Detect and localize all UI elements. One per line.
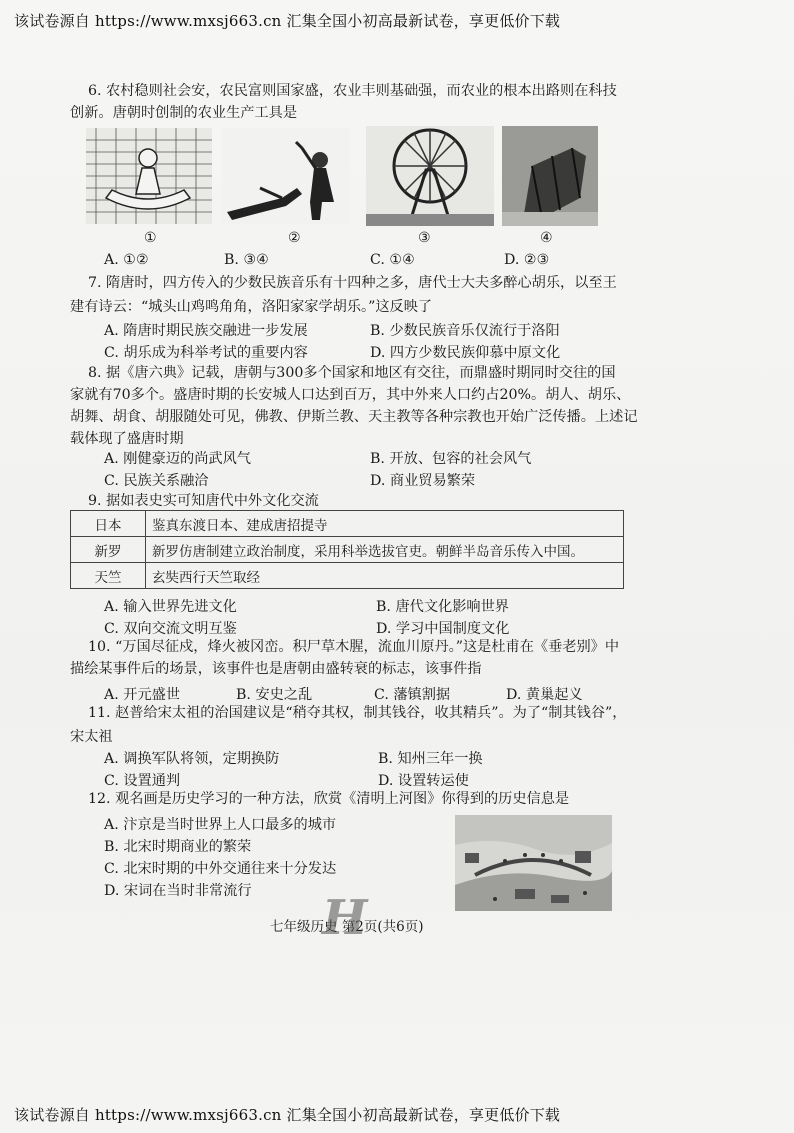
source-banner-bottom: 该试卷源自 https://www.mxsj663.cn 汇集全国小初高最新试卷，享更低价下载 bbox=[14, 1106, 561, 1124]
tool-image-1 bbox=[86, 128, 212, 224]
table-cell: 鉴真东渡日本、建成唐招提寺 bbox=[146, 511, 624, 537]
q10-option-b: B. 安史之乱 bbox=[236, 687, 313, 703]
watermark-letter: H bbox=[322, 890, 368, 946]
page-footer: 七年级历史 第2页(共6页) bbox=[270, 919, 424, 935]
q10-option-a: A. 开元盛世 bbox=[104, 687, 181, 703]
q12-line1: 12. 观名画是历史学习的一种方法，欣赏《清明上河图》你得到的历史信息是 bbox=[88, 791, 570, 807]
q12-option-c: C. 北宋时期的中外交通往来十分发达 bbox=[104, 861, 337, 877]
q7-option-d: D. 四方少数民族仰慕中原文化 bbox=[370, 345, 561, 361]
table-cell: 天竺 bbox=[71, 563, 146, 589]
painting-image bbox=[455, 815, 612, 911]
caption-4: ④ bbox=[540, 230, 553, 246]
q9-option-a: A. 输入世界先进文化 bbox=[104, 599, 237, 615]
q11-option-a: A. 调换军队将领，定期换防 bbox=[104, 751, 280, 767]
q8-line2: 家就有70多个。盛唐时期的长安城人口达到百万，其中外来人口约占20%。胡人、胡乐、 bbox=[70, 387, 631, 403]
q8-option-d: D. 商业贸易繁荣 bbox=[370, 473, 476, 489]
q6-line2: 创新。唐朝时创制的农业生产工具是 bbox=[70, 105, 298, 121]
exchange-table bbox=[70, 510, 624, 589]
q9-option-d: D. 学习中国制度文化 bbox=[376, 621, 510, 637]
q8-option-b: B. 开放、包容的社会风气 bbox=[370, 451, 532, 467]
table-cell: 新罗仿唐制建立政治制度，采用科举选拔官吏。朝鲜半岛音乐传入中国。 bbox=[146, 537, 624, 563]
q7-line2: 建有诗云：“城头山鸡鸣角角，洛阳家家学胡乐。”这反映了 bbox=[70, 299, 433, 315]
caption-1: ① bbox=[144, 230, 157, 246]
table-cell: 新罗 bbox=[71, 537, 146, 563]
table-cell: 日本 bbox=[71, 511, 146, 537]
q11-option-c: C. 设置通判 bbox=[104, 773, 181, 789]
table-row bbox=[71, 537, 624, 563]
q11-option-b: B. 知州三年一换 bbox=[378, 751, 483, 767]
q9-option-b: B. 唐代文化影响世界 bbox=[376, 599, 509, 615]
q6-line1: 6. 农村稳则社会安，农民富则国家盛，农业丰则基础强，而农业的根本出路则在科技 bbox=[88, 83, 617, 99]
q10-line1: 10. “万国尽征戍，烽火被冈峦。积尸草木腥，流血川原丹。”这是杜甫在《垂老别》中 bbox=[88, 639, 620, 655]
source-banner-top: 该试卷源自 https://www.mxsj663.cn 汇集全国小初高最新试卷，享更低价下载 bbox=[14, 12, 561, 30]
q8-line3: 胡舞、胡食、胡服随处可见，佛教、伊斯兰教、天主教等各种宗教也开始广泛传播。上述记 bbox=[70, 409, 638, 425]
q7-line1: 7. 隋唐时，四方传入的少数民族音乐有十四种之多，唐代士大夫多醉心胡乐，以至王 bbox=[88, 275, 617, 291]
q10-line2: 描绘某事件后的场景，该事件也是唐朝由盛转衰的标志，该事件指 bbox=[70, 661, 482, 677]
q7-option-c: C. 胡乐成为科举考试的重要内容 bbox=[104, 345, 308, 361]
q12-option-a: A. 汴京是当时世界上人口最多的城市 bbox=[104, 817, 337, 833]
caption-3: ③ bbox=[418, 230, 431, 246]
caption-2: ② bbox=[288, 230, 301, 246]
q8-line1: 8. 据《唐六典》记载，唐朝与300多个国家和地区有交往，而鼎盛时期同时交往的国 bbox=[88, 365, 616, 381]
q11-line2: 宋太祖 bbox=[70, 729, 113, 745]
q12-option-d: D. 宋词在当时非常流行 bbox=[104, 883, 252, 899]
q12-option-b: B. 北宋时期商业的繁荣 bbox=[104, 839, 252, 855]
q7-option-b: B. 少数民族音乐仅流行于洛阳 bbox=[370, 323, 560, 339]
q9-line1: 9. 据如表史实可知唐代中外文化交流 bbox=[88, 493, 319, 509]
q9-option-c: C. 双向交流文明互鉴 bbox=[104, 621, 237, 637]
table-row bbox=[71, 511, 624, 537]
q11-option-d: D. 设置转运使 bbox=[378, 773, 469, 789]
table-cell: 玄奘西行天竺取经 bbox=[146, 563, 624, 589]
q10-option-d: D. 黄巢起义 bbox=[506, 687, 583, 703]
tool-image-4 bbox=[502, 126, 598, 226]
tool-image-2 bbox=[222, 128, 350, 224]
q6-option-b: B. ③④ bbox=[224, 252, 269, 268]
table-row bbox=[71, 563, 624, 589]
q8-option-a: A. 刚健豪迈的尚武风气 bbox=[104, 451, 251, 467]
q11-line1: 11. 赵普给宋太祖的治国建议是“稍夺其权，制其钱谷，收其精兵”。为了“制其钱谷”， bbox=[88, 705, 627, 721]
q6-option-a: A. ①② bbox=[104, 252, 149, 268]
q8-option-c: C. 民族关系融洽 bbox=[104, 473, 209, 489]
tool-image-3 bbox=[366, 126, 494, 226]
q10-option-c: C. 藩镇割据 bbox=[374, 687, 451, 703]
q6-option-c: C. ①④ bbox=[370, 252, 415, 268]
q6-option-d: D. ②③ bbox=[504, 252, 550, 268]
q7-option-a: A. 隋唐时期民族交融进一步发展 bbox=[104, 323, 308, 339]
q8-line4: 载体现了盛唐时期 bbox=[70, 431, 184, 447]
